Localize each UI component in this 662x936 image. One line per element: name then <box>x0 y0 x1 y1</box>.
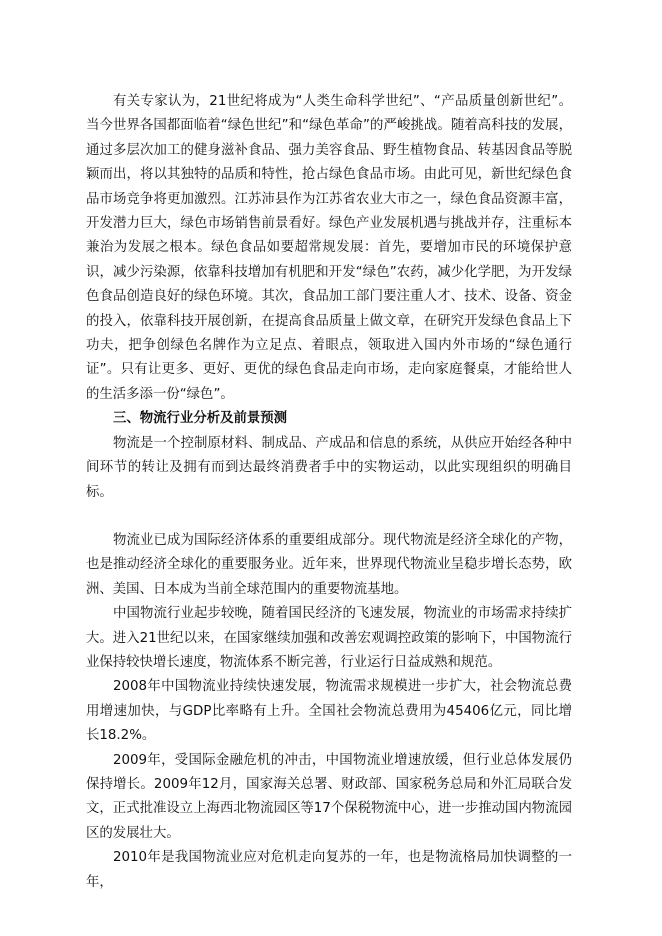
blank-line <box>86 505 572 529</box>
logistics-2009-paragraph: 2009年，受国际金融危机的冲击，中国物流业增速放缓，但行业总体发展仍保持增长。2009年12月，国家海关总署、财政部、国家税务总局和外汇局联合发文，正式批准设立上海西北物流园区等17个保税物流中心，进一步推动国内物流园区的发展壮大。 <box>86 752 572 841</box>
logistics-china-paragraph: 中国物流行业起步较晚，随着国民经济的飞速发展，物流业的市场需求持续扩大。进入21世纪以来，在国家继续加强和改善宏观调控政策的影响下，中国物流行业保持较快增长速度，物流体系不断完善，行业运行日益成熟和规范。 <box>86 606 572 670</box>
document-page <box>86 90 572 895</box>
logistics-2010-paragraph: 2010年是我国物流业应对危机走向复苏的一年，也是物流格局加快调整的一年， <box>86 850 572 890</box>
logistics-definition-paragraph: 物流是一个控制原材料、制成品、产成品和信息的系统，从供应开始经各种中间环节的转让及拥有而到达最终消费者手中的实物运动，以此实现组织的明确目标。 <box>86 435 572 500</box>
green-food-paragraph: 有关专家认为，21世纪将成为“人类生命科学世纪”、“产品质量创新世纪”。当今世界各国都面临着“绿色世纪”和“绿色革命”的严峻挑战。随着高科技的发展，通过多层次加工的健身滋补食品、强力美容食品、野生植物食品、转基因食品等脱颖而出，将以其独特的品质和特性，抢占绿色食品市场。由此可见，新世纪绿色食品市场竞争将更加激烈。江苏沛县作为江苏省农业大市之一，绿色食品资源丰富，开发潜力巨大，绿色市场销售前景看好。绿色产业发展机遇与挑战并存，注重标本兼治为发展之根本。绿色食品如要超常规发展：首先，要增加市民的环境保护意识，减少污染源，依靠科技增加有机肥和开发“绿色”农药，减少化学肥，为开发绿色食品创造良好的绿色环境。其次，食品加工部门要注重人才、技术、设备、资金的投入，依靠科技开展创新，在提高食品质量上做文章，在研究开发绿色食品上下功夫，把争创绿色名牌作为立足点、着眼点，领取进入国内外市场的“绿色通行证”。只有让更多、更好、更优的绿色食品走向市场，走向家庭餐桌，才能给世人的生活多添一份“绿色”。 <box>86 94 572 402</box>
section-heading-logistics: 三、物流行业分析及前景预测 <box>113 411 288 427</box>
logistics-global-paragraph: 物流业已成为国际经济体系的重要组成部分。现代物流是经济全球化的产物，也是推动经济全球化的重要服务业。近年来，世界现代物流业呈稳步增长态势，欧洲、美国、日本成为当前全球范围内的重要物流基地。 <box>86 532 572 597</box>
logistics-2008-paragraph: 2008年中国物流业持续快速发展，物流需求规模进一步扩大，社会物流总费用增速加快，与GDP比率略有上升。全国社会物流总费用为45406亿元，同比增长18.2%。 <box>86 679 572 744</box>
